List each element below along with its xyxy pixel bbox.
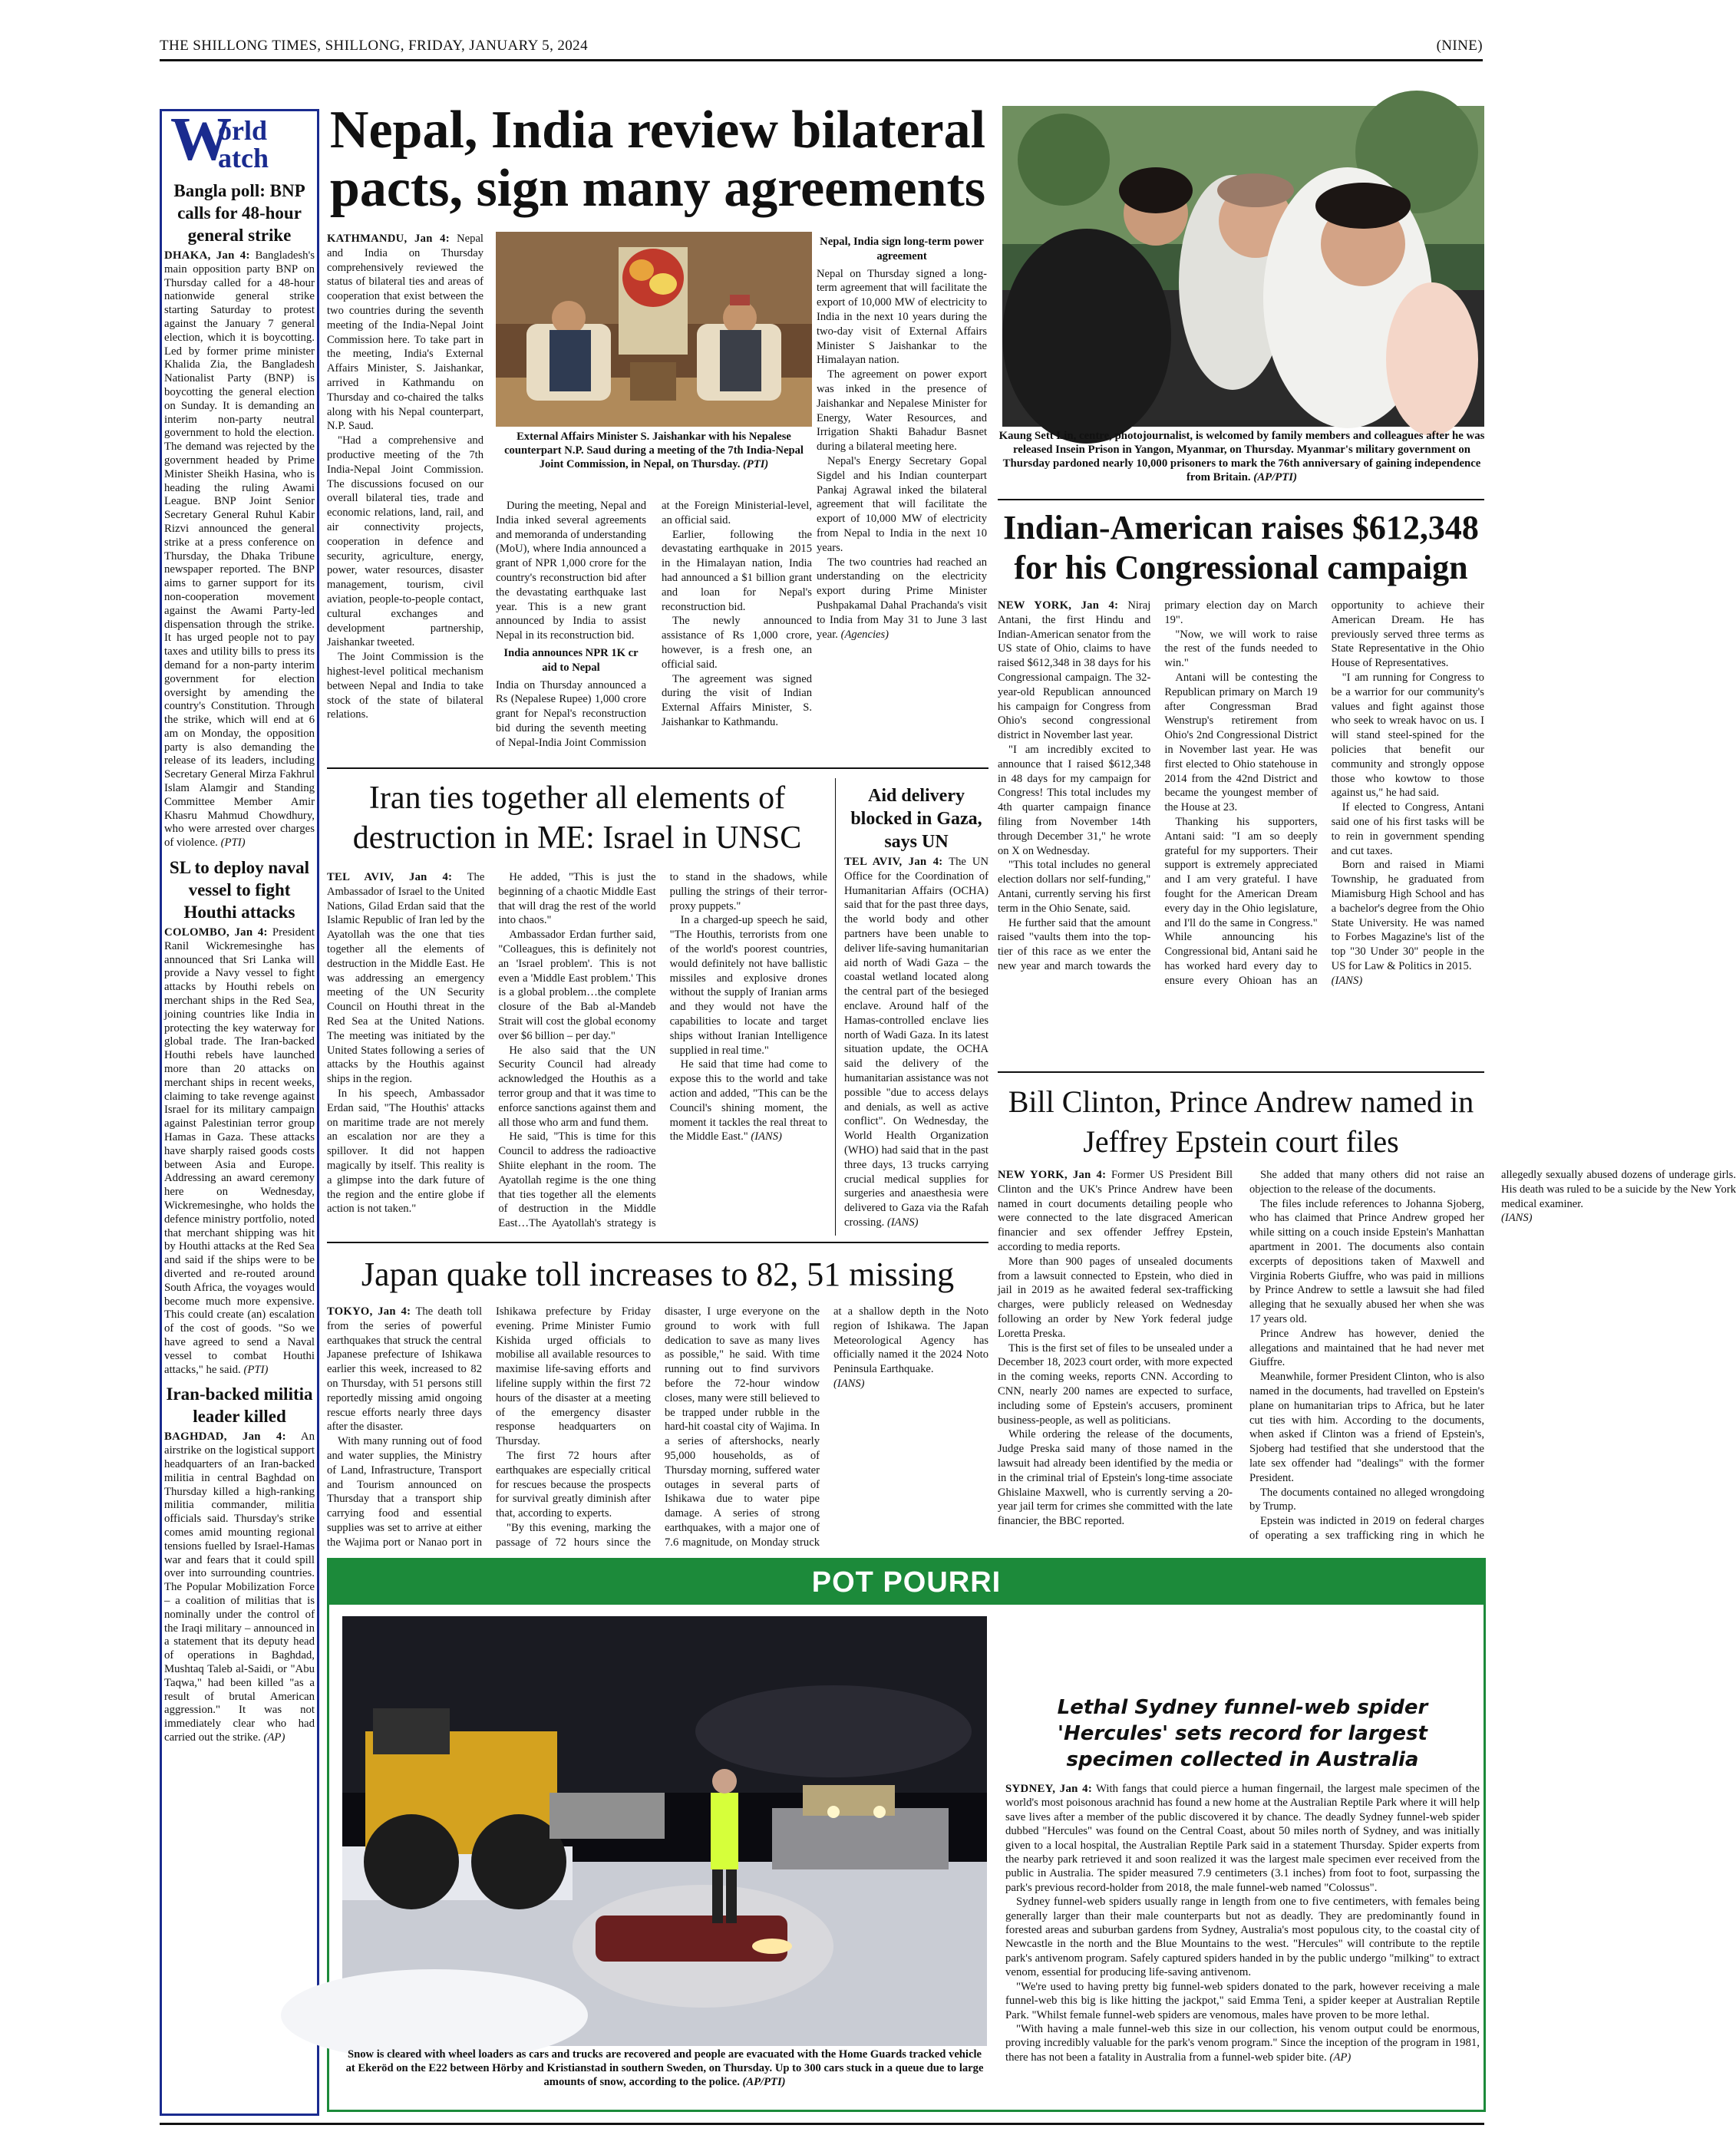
antani-p3: "This total includes no general election dollars nor self-funding," Antani, currently serving his first term in the Ohio Senate, said.: [998, 859, 1151, 915]
myanmar-photo-image: [1002, 106, 1484, 427]
antani-agency: (IANS): [1331, 974, 1363, 987]
iran-p7: In a charged-up speech he said, "The Houthis, terrorists from one of the world's poorest countries, would definitely not have ballistic missiles and explosive drones without the supply of Iranian arms and they would not have the capabilities to locate and target ships without Iranian Intelligence supplied in real time.": [669, 914, 827, 1057]
nepal-agency: (Agencies): [840, 628, 889, 641]
clinton-p10: Epstein was indicted in 2019 on federal charges of operating a sex trafficking ring in which he allegedly sexually abused dozens of underage girls. His death was ruled to be a suicide by the New York medical examiner.: [1249, 1169, 1736, 1542]
snow-caption: [342, 2048, 987, 2089]
japan-dateline: TOKYO, Jan 4:: [327, 1305, 411, 1318]
iran-dateline: TEL AVIV, Jan 4:: [327, 871, 453, 883]
ww-story3-dateline: BAGHDAD, Jan 4:: [164, 1430, 286, 1444]
rule-nepal-bottom: [327, 767, 988, 769]
iran-p2: In his speech, Ambassador Erdan said, "The Houthis' attacks on maritime trade are not merely an escalation nor are they a spillover. It did not happen magically by itself. This reality is a glimpse into the dark future of the region and the entire globe if action is not taken.": [327, 1087, 485, 1216]
nepal-p6: Earlier, following the devastating earthquake in 2015 in the Himalayan nation, India had announced a $1 billion grant and loan for Nepal's reconstruction bid.: [662, 528, 812, 613]
ww-story1-headline: Bangla poll: BNP calls for 48-hour general strike: [173, 181, 305, 245]
ww-story1-dateline: DHAKA, Jan 4:: [164, 249, 250, 262]
nepal-photo-image: [496, 232, 812, 427]
antani-p8: "I am running for Congress to be a warrior for our community's values and fight against those who seek to wreak havoc on us. I will stand steel-spined for the policies that benefit our community and strongly oppose those who kowtow to those against us," he had said.: [1331, 671, 1484, 800]
ww-story2-dateline: COLOMBO, Jan 4:: [164, 926, 268, 939]
gaza-body: [844, 855, 988, 1236]
nepal-p10: The agreement on power export was inked in the presence of Jaishankar and Nepalese Minister for Energy, Water Resources, and Irrigation Shakti Bahadur Basnet during a bilateral meeting here.: [817, 368, 987, 454]
snow-caption-agency: (AP/PTI): [742, 2076, 786, 2088]
rule-antani-bottom: [998, 1071, 1484, 1073]
iran-p8: He said that time had come to expose this to the world and take action and added, "This can be the Council's shining moment, the moment it tackles the real threat to the Middle East.": [669, 1058, 827, 1143]
antani-p9: If elected to Congress, Antani said one of his first tasks will be to rein in government spending and cut taxes.: [1331, 801, 1484, 857]
potpourri-banner: [329, 1560, 1484, 1605]
ww-story1-body: [164, 249, 315, 850]
ww-story1-text: Bangladesh's main opposition party BNP on Thursday called for a 48-hour nationwide general strike starting Saturday to protest against the January 7 general election, which it is boycotting. Led by former prime minister Khalida Zia, the Bangladesh Nationalist Party (BNP) is boycotting the general election on Sunday. It is demanding an interim non-party neutral government to hold the election. The demand was rejected by the government headed by Prime Minister Sheikh Hasina, who is heading the ruling Awami League. BNP Joint Senior Secretary General Ruhul Kabir Rizvi announced the general strike at a press conference on Thursday, the Dhaka Tribune newspaper reported. The BNP aims to garner support for its non-cooperation movement against the Awami Party-led dispensation through the strike. It has urged people not to pay taxes and utility bills to press its demand for a non-party interim government for election oversight by amending the country's Constitution. Through the strike, which will end at 6 am on Monday, the opposition party is also demanding the release of its leaders, including Secretary General Mirza Fakhrul Islam Alamgir and Standing Committee Member Amir Khasru Mahmud Chowdhury, who were arrested over charges of violence.: [164, 249, 315, 850]
gaza-agency: (IANS): [886, 1216, 919, 1229]
iran-headline: Iran ties together all elements of destruction in ME: Israel in UNSC: [352, 780, 802, 856]
clinton-p4: While ordering the release of the documents, Judge Preska said many of those named in the lawsuit had already been identified by the media or in the criminal trial of Epstein's long-time associate Ghislaine Maxwell, who is currently serving a 20-year jail term for crimes she committed with the late financier, the BBC reported.: [998, 1428, 1233, 1528]
nepal-p9: Nepal on Thursday signed a long-term agreement that will facilitate the export of 10,000 MW of electricity to India in the next 10 years during the two-day visit of External Affairs Minister S Jaishankar to the Himalayan nation.: [817, 267, 987, 367]
clinton-headline: Bill Clinton, Prince Andrew named in Jeffrey Epstein court files: [1008, 1084, 1474, 1159]
potpourri-banner-text: POT POURRI: [811, 1566, 1002, 1599]
antani-p1: Niraj Antani, the first Hindu and Indian-American senator from the US state of Ohio, claims to have raised $612,348 in 38 days for his Congressional campaign. The 32-year-old Republican announced his campaign for Congress from Ohio's second congressional district in November last year.: [998, 599, 1151, 742]
spider-headline: Lethal Sydney funnel-web spider 'Hercules' sets record for largest specimen collected in Australia: [1057, 1696, 1428, 1771]
iran-p5: He also said that the UN Security Council had already acknowledged the Houthis as a terror group and that it was time to enforce sanctions against them and all those who arm and fund them.: [498, 1044, 656, 1129]
ww-story3-text: An airstrike on the logistical support headquarters of an Iran-backed militia in central Baghdad on Thursday killed a high-ranking militia commander, militia officials said. Thursday's strike comes amid mounting regional tensions fuelled by Israel-Hamas war and fears that it could spill over into surrounding countries. The Popular Mobilization Force – a coalition of militias that is nominally under the control of the Iraqi military – announced in a statement that its deputy head of operations in Baghdad, Mushtaq Taleb al-Saidi, or "Abu Taqwa," had been killed "as a result of brutal American aggression." It was not immediately clear who had carried out the strike.: [164, 1430, 315, 1744]
ww-story2-agency: (PTI): [243, 1363, 269, 1376]
nepal-caption-text: External Affairs Minister S. Jaishankar with his Nepalese counterpart N.P. Saud during a meeting of the 7th India-Nepal Joint Commission, in Nepal, on Thursday.: [504, 431, 804, 470]
antani-p10: Born and raised in Miami Township, he graduated from Miamisburg High School and has a bachelor's degree from the Ohio State University. He was named to Forbes Magazine's list of the top "30 Under 30" people in the US for Law & Politics in 2015.: [1331, 859, 1484, 972]
nepal-p2: "Had a comprehensive and productive meeting of the 7th India-Nepal Joint Commission. The discussions focused on our overall bilateral ties, trade and economic relations, land, rail, and air connectivity projects, cooperation in defence and security, agriculture, energy, power, water resources, disaster management, tourism, civil aviation, people-to-people contact, cultural exchanges and development partnership, Jaishankar tweeted.: [327, 434, 484, 649]
myanmar-caption-text: Kaung Sett Lin, centre, photojournalist, is welcomed by family members and colleagues after he was released Insein Prison in Yangon, Myanmar, on Thursday. Myanmar's military government on Thursday pardoned nearly 10,000 prisoners to mark the 76th anniversary of gaining independence from Britain.: [998, 430, 1485, 483]
antani-p5: "Now, we will work to raise the rest of the funds needed to win.": [1164, 628, 1318, 670]
spider-agency: (AP): [1329, 2051, 1352, 2064]
spider-p1: With fangs that could pierce a human fingernail, the largest male specimen of the world's most poisonous arachnid has found a new home at the Australian Reptile Park where it will help save lives after a member of the public discovered it by chance. The deadly Sydney funnel-web spider dubbed "Hercules" was found on the Central Coast, about 50 miles north of Sydney, and was initially given to a local hospital, the Australian Reptile Park said in a statement Thursday. Spider experts from the nearby park retrieved it and soon realized it was the largest male specimen ever received from the public in Australia. The spider measured 7.9 centimeters (3.1 inches) from foot to foot, surpassing the park's previous record-holder from 2018, the male funnel-web named "Colossus".: [1005, 1783, 1480, 1894]
nepal-p11: Nepal's Energy Secretary Gopal Sigdel and his Indian counterpart Pankaj Agrawal inked the bilateral agreement that will facilitate the export of 10,000 MW of electricity from Nepal to India in the next 10 years.: [817, 454, 987, 554]
gaza-headline: Aid delivery blocked in Gaza, says UN: [850, 786, 982, 852]
antani-headline: Indian-American raises $612,348 for his Congressional campaign: [1003, 509, 1479, 586]
clinton-p1: Former US President Bill Clinton and the UK's Prince Andrew have been named in court documents detailing people who were connected to the late disgraced American financier and sex offender Jeffrey Epstein, according to media reports.: [998, 1169, 1233, 1253]
world-watch-logo-bottom: atch: [218, 143, 269, 173]
nepal-p8: The agreement was signed during the visit of Indian External Affairs Minister, S. Jaishankar to Kathmandu.: [662, 672, 812, 728]
japan-agency: (IANS): [833, 1377, 865, 1390]
clinton-p2: More than 900 pages of unsealed documents from a lawsuit connected to Epstein, who died in jail in 2019 as he awaited federal sex-trafficking charges, were publicly released on Wednesday following an order by New York federal judge Loretta Preska.: [998, 1255, 1233, 1340]
rule-page-bottom: [160, 2123, 1484, 2125]
myanmar-caption-agency: (AP/PTI): [1253, 471, 1297, 483]
myanmar-photo: [1002, 106, 1484, 427]
iran-body: [327, 870, 827, 1236]
nepal-col1: [327, 232, 484, 760]
nepal-sub1: India announces NPR 1K cr aid to Nepal: [503, 646, 639, 674]
japan-headline: Japan quake toll increases to 82, 51 missing: [361, 1256, 955, 1293]
japan-p4: "By this evening, marking the passage of 72 hours since the disaster, I urge everyone on the ground to work with full dedication to save as many lives as possible," he said. With time running out to find survivors before the 72-hour window closes, many were still believed to be trapped under rubble in the hard-hit coastal city of Wajima. In a series of aftershocks, nearly 95,000 households, as of Thursday morning, suffered water outages in several parts of Ishikawa due to water pipe damage. A series of strong earthquakes, with a major one of 7.6 magnitude, on Monday struck at a shallow depth in the Noto region of Ishikawa. The Japan Meteorological Agency has officially named it the 2024 Noto Peninsula Earthquake.: [496, 1305, 988, 1549]
ww-story2-text: President Ranil Wickremesinghe has announced that Sri Lanka will provide a Navy vessel to fight attacks by Houthi rebels on merchant ships in the Red Sea, joining countries like India in protecting the key waterway for global trade. The Iran-backed Houthi rebels have launched more than 20 attacks on merchant ships in recent weeks, claiming to take revenge against Israel for its military campaign against Palestinian terror group Hamas in Gaza. These attacks have sharply raised goods costs between Asia and Europe. Addressing an award ceremony here on Wednesday, Wickremesinghe, who holds the defence ministry portfolio, noted that merchant shipping was hit by Houthi attacks at the Red Sea and said if the ships were to be diverted and re-routed around South Africa, the voyages would become much more expensive. This could create (an) escalation of the cost of goods. "So we have agreed to send a Naval vessel to combat Houthi attacks," he said.: [164, 926, 315, 1376]
myanmar-caption: [998, 429, 1486, 484]
iran-agency: (IANS): [751, 1130, 782, 1143]
clinton-agency: (IANS): [1501, 1212, 1533, 1225]
spider-p3: "We're used to having pretty big funnel-web spiders donated to the park, however receiving a male funnel-web this big is like hitting the jackpot," said Emma Teni, a spider keeper at Australian Reptile Park. "Whilst female funnel-web spiders are venomous, males have proven to be more lethal.: [1005, 1980, 1480, 2021]
japan-p2: With many running out of food and water supplies, the Ministry of Land, Infrastructure, Transport and Tourism announced on Thursday that a transport ship carrying food and essential supplies was set to arrive at either the Wajima port or Nanao port in Ishikawa prefecture by Friday evening. Prime Minister Fumio Kishida urged officials to mobilise all available resources to maximise life-saving efforts and lifeline supply within the first 72 hours of the disaster at a meeting of the emergency disaster response headquarters on Thursday.: [327, 1305, 651, 1549]
nepal-col4: [817, 232, 987, 760]
antani-p7: Thanking his supporters, Antani said: "I am so deeply grateful for my supporters. Their support is extremely appreciated and I am very grateful. I have fought for the American Dream every day in the Ohio legislature, and I'll do the same in Congress." While announcing his Congressional bid, Antani said he has worked hard every day to ensure every Ohioan has an opportunity to achieve their American Dream. He has previously served three terms as State Representative in the Ohio House of Representatives.: [1164, 599, 1484, 987]
nepal-p3: The Joint Commission is the highest-level political mechanism between Nepal and India to take stock of the state of bilateral relations.: [327, 651, 484, 721]
nepal-p1: Nepal and India on Thursday comprehensively reviewed the status of bilateral ties and areas of cooperation that exist between the two countries during the seventh meeting of the India-Nepal Joint Commission here. To take part in the meeting, India's External Affairs Minister, S. Jaishankar, arrived in Kathmandu on Thursday and co-chaired the talks along with his Nepal counterpart, N.P. Saud.: [327, 233, 484, 433]
clinton-p6: The files include references to Johanna Sjoberg, who has claimed that Prince Andrew groped her while sitting on a couch inside Epstein's Manhattan apartment in 2001. The documents also contain excerpts of depositions taken of Maxwell and Virginia Roberts Giuffre, who was paid in millions by Prince Andrew to settle a lawsuit she had filed alleging that he sexually abused her when she was 17 years old.: [1249, 1197, 1484, 1325]
world-watch-stories: [164, 178, 315, 2110]
clinton-p3: This is the first set of files to be unsealed under a December 18, 2023 court order, with more expected in the coming weeks, reports CNN. According to CNN, nearly 200 names are expected to surface, including some of Epstein's accusers, prominent business-people, as well as politicians.: [998, 1341, 1233, 1427]
antani-p4: He further said that the amount raised "vaults them into the top-tier of this race as we enter the new year and march towards the primary election day on March 19".: [998, 599, 1318, 972]
japan-p3: The first 72 hours after earthquakes are especially critical for rescues because the prospects for survival greatly diminish after that, according to experts.: [496, 1449, 651, 1520]
ww-story2-headline: SL to deploy naval vessel to fight Houthi attacks: [169, 858, 310, 922]
ww-story3-body: [164, 1430, 315, 1744]
nepal-p12: The two countries had reached an understanding on the electricity export during Prime Minister Pushpakamal Dahal Prachanda's visit to India from May 31 to June 3 last year.: [817, 556, 987, 641]
nepal-dateline: KATHMANDU, Jan 4:: [327, 233, 450, 245]
snow-photo: [342, 1616, 987, 2046]
nepal-cols-2-3: [496, 499, 812, 760]
nepal-sub2: Nepal, India sign long-term power agreement: [820, 236, 984, 262]
nepal-p7: The newly announced assistance of Rs 1,000 crore, however, is a fresh one, an official said.: [662, 615, 812, 671]
ww-story2-body: [164, 926, 315, 1377]
antani-p2: "I am incredibly excited to announce that I raised $612,348 in 48 days for my campaign for Congress! This total includes my 4th quarter campaign finance filing from November 14th through December 31," he wrote on X on Wednesday.: [998, 743, 1151, 857]
nepal-p5: India on Thursday announced a Rs (Nepalese Rupee) 1,000 crore grant for Nepal's reconstruction bid during the seventh meeting of Nepal-India Joint Commission at the Foreign Ministerial-level, an official said.: [496, 500, 812, 749]
iran-p1: The Ambassador of Israel to the United Nations, Gilad Erdan said that the Islamic Republic of Iran led by the Ayatollah was the one that ties together all the elements of destruction in the Middle East. He was addressing an emergency meeting of the UN Security Council on Houthi threat in the Red Sea at the United Nations. The meeting was initiated by the United States following a series of attacks by the Houthis against ships in the region.: [327, 871, 485, 1086]
nepal-headline: Nepal, India review bilateral pacts, sign many agreements: [329, 101, 986, 218]
clinton-p9: The documents contained no alleged wrongdoing by Trump.: [1249, 1486, 1484, 1513]
page-number: (NINE): [1436, 38, 1483, 54]
antani-body: [998, 599, 1484, 998]
iran-p6: He said, "This is time for this Council to address the radioactive Shiite elephant in the room. The Ayatollah regime is the one thing that ties together all the elements of destruction in the Middle East…The Ayatollah's strategy is to stand in the shadows, while pulling the strings of their terror-proxy puppets.": [498, 871, 827, 1230]
clinton-dateline: NEW YORK, Jan 4:: [998, 1169, 1107, 1181]
snow-caption-text: Snow is cleared with wheel loaders as cars and trucks are recovered and people are evacuated with the Home Guards tracked vehicle at Ekeröd on the E22 between Hörby and Kristianstad in southern Sweden, on Thursday. Up to 300 cars stuck in a queue due to large amounts of snow, according to the police.: [345, 2048, 984, 2088]
clinton-p8: Meanwhile, former President Clinton, who is also named in the documents, had travelled on Epstein's plane on humanitarian trips to Africa, but he later cut ties with him. According to the documents, when asked if Clinton was a friend of Epstein's, Sjoberg had testified that she understood that the late sex offender had "dealings" with the former President.: [1249, 1371, 1484, 1484]
iran-p4: Ambassador Erdan further said, "Colleagues, this is definitely not an 'Israel problem'. This is not even a 'Middle East problem.' This is a global problem…the complete closure of the Bab al-Mandeb Strait will cost the global economy over $6 billion – per day.": [498, 929, 656, 1042]
nepal-caption-agency: (PTI): [743, 458, 769, 470]
japan-p1: The death toll from the series of powerful earthquakes that struck the central Japanese prefecture of Ishikawa earlier this week, increased to 82 on Thursday, with 51 persons still reportedly missing amid ongoing rescue efforts nearly three days after the disaster.: [327, 1305, 482, 1434]
ww-story3-agency: (AP): [263, 1731, 285, 1744]
nepal-photo: [496, 232, 812, 427]
antani-dateline: NEW YORK, Jan 4:: [998, 599, 1119, 612]
running-head: [160, 31, 1483, 61]
clinton-body: [998, 1168, 1736, 1546]
nepal-p4: During the meeting, Nepal and India inked several agreements and memoranda of understanding (MoU), where India announced a grant of NPR 1,000 crore for the country's reconstruction bid after the devastating earthquake last year. This is a new grant announced by India to assist Nepal in its reconstruction bid.: [496, 500, 646, 642]
snow-photo-image: [342, 1616, 987, 2046]
ww-story1-agency: (PTI): [220, 837, 246, 850]
spider-p4: "With having a male funnel-web this size in our collection, his venom output could be enormous, proving incredibly valuable for the park's venom program." Since the inception of the program in 1981, there has not been a fatality in Australia from a funnel-web spider bite.: [1005, 2022, 1480, 2064]
gaza-dateline: TEL AVIV, Jan 4:: [844, 856, 943, 868]
rule-gaza-left: [835, 778, 836, 1236]
world-watch-logo-top: orld: [218, 115, 268, 146]
ww-story3-headline: Iran-backed militia leader killed: [166, 1384, 313, 1427]
clinton-p7: Prince Andrew has however, denied the allegations and maintained that he had never met Giuffre.: [1249, 1327, 1484, 1369]
spider-dateline: SYDNEY, Jan 4:: [1005, 1783, 1093, 1795]
gaza-p1: The UN Office for the Coordination of Humanitarian Affairs (OCHA) said that for the past three days, the world body and other partners have been unable to deliver life-saving humanitarian aid north of Wadi Gaza – the coastal wetland located along the central part of the besieged enclave. Around half of the Hamas-controlled enclave lies north of Wadi Gaza. In its latest situation update, the OCHA said the delivery of the humanitarian assistance was not possible "due to access delays and denials, as well as active conflict". On Wednesday, the World Health Organization (WHO) had said that in the past three days, 13 trucks carrying crucial medical supplies for surgeries and anaesthesia were delivered to Gaza via the Rafah crossing.: [844, 856, 988, 1229]
iran-p3: He added, "This is just the beginning of a chaotic Middle East that will drag the rest of the world into chaos.": [498, 871, 656, 927]
spider-p2: Sydney funnel-web spiders usually range in length from one to five centimeters, with females being generally larger than their male counterparts but not as deadly. They are predominantly found in forested areas and suburban gardens from Sydney, Australia's most populous city, to the coastal city of Newcastle in the north and the Blue Mountains to the west. "Hercules" will contribute to the reptile park's antivenom program. Safely captured spiders handed in by the public undergo "milking" to extract venom, essential for producing life-saving antivenom.: [1005, 1896, 1480, 1979]
world-watch-logo-w: W: [170, 106, 232, 173]
running-head-left: THE SHILLONG TIMES, SHILLONG, FRIDAY, JANUARY 5, 2024: [160, 38, 588, 54]
spider-body: [1005, 1782, 1480, 2107]
antani-p6: Antani will be contesting the Republican primary on March 19 after Congressman Brad Wenstrup's retirement from Ohio's 2nd Congressional District in November last year. He was first elected to Ohio statehouse in 2014 from the 42nd District and became the youngest member of the House at 23.: [1164, 671, 1318, 814]
rule-myanmar-bottom: [998, 499, 1484, 500]
nepal-caption: [496, 430, 812, 471]
japan-body: [327, 1305, 988, 1550]
rule-iran-bottom: [327, 1242, 988, 1243]
clinton-p5: She added that many others did not raise an objection to the release of the documents.: [1249, 1169, 1484, 1196]
world-watch-logo: [170, 106, 310, 173]
